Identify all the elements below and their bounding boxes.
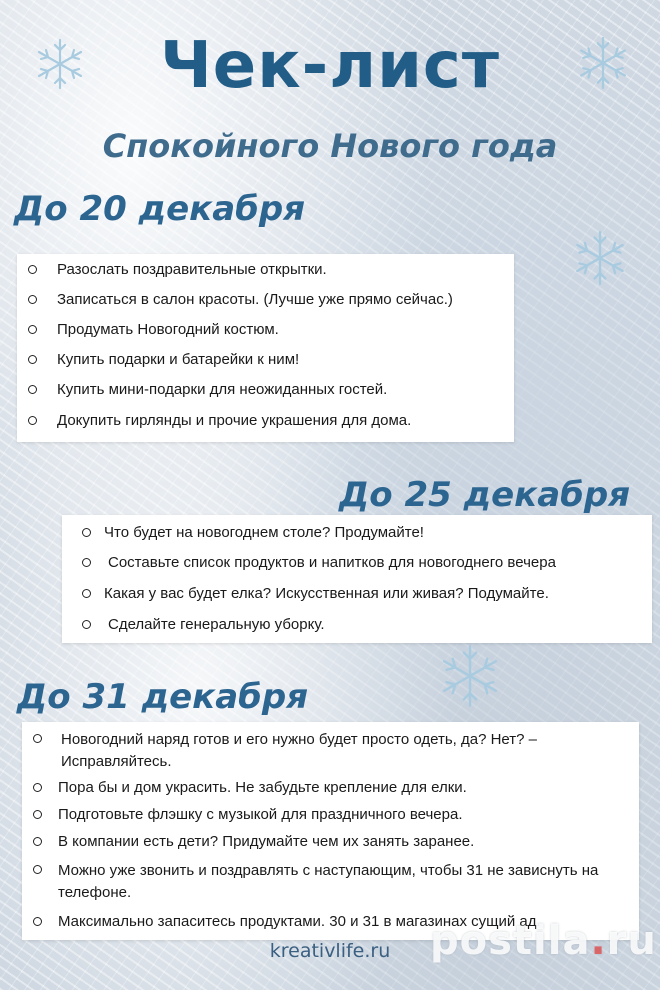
checklist-item-text: Разослать поздравительные открытки. [57, 261, 327, 278]
circle-bullet-icon[interactable] [28, 416, 37, 425]
checklist-item-text: Купить подарки и батарейки к ним! [57, 351, 300, 368]
checklist-box-dec31 [22, 722, 639, 940]
snowflake-icon [438, 644, 502, 708]
page-subtitle: Спокойного Нового года [102, 127, 558, 165]
checklist-item-text: Сделайте генеральную уборку. [108, 616, 325, 633]
circle-bullet-icon[interactable] [33, 837, 42, 846]
checklist-item-text: Докупить гирлянды и прочие украшения для дома. [57, 412, 412, 429]
section-heading-dec25: До 25 декабря [339, 475, 631, 515]
snowflake-icon [572, 230, 628, 286]
circle-bullet-icon[interactable] [28, 355, 37, 364]
circle-bullet-icon[interactable] [82, 589, 91, 598]
postila-watermark-logo [430, 918, 657, 964]
circle-bullet-icon[interactable] [33, 810, 42, 819]
checklist-item-text: Составьте список продуктов и напитков для новогоднего вечера [108, 554, 556, 571]
checklist-item-text: Продумать Новогодний костюм. [57, 321, 279, 338]
checklist-box-dec20 [17, 254, 514, 442]
watermark-tld: ru [606, 918, 657, 964]
footer-site[interactable]: kreativlife.ru [269, 940, 391, 962]
checklist-item-text: В компании есть дети? Придумайте чем их занять заранее. [58, 833, 475, 850]
checklist-item-text: Что будет на новогоднем столе? Продумайте! [104, 524, 424, 541]
section-heading-dec20: До 20 декабря [14, 189, 306, 229]
circle-bullet-icon[interactable] [28, 265, 37, 274]
circle-bullet-icon[interactable] [33, 865, 42, 874]
circle-bullet-icon[interactable] [33, 734, 42, 743]
section-heading-dec31: До 31 декабря [17, 677, 309, 717]
watermark-dot: . [590, 918, 607, 964]
checklist-item-text: Купить мини-подарки для неожиданных гостей. [57, 381, 388, 398]
checklist-item-text: Записаться в салон красоты. (Лучше уже прямо сейчас.) [57, 291, 453, 308]
checklist-box-dec25 [62, 515, 652, 643]
checklist-item-text: Подготовьте флэшку с музыкой для праздничного вечера. [58, 806, 463, 823]
checklist-item-text: Новогодний наряд готов и его нужно будет просто одеть, да? Нет? – Исправляйтесь. [61, 731, 537, 770]
checklist-item-text: Максимально запаситесь продуктами. 30 и 31 в магазинах сущий ад. [58, 913, 541, 930]
checklist-item-text: Можно уже звонить и поздравлять с наступающим, чтобы 31 не зависнуть на телефоне. [58, 862, 599, 901]
circle-bullet-icon[interactable] [82, 620, 91, 629]
page-title: Чек-лист [160, 29, 500, 103]
checklist-item-text: Какая у вас будет елка? Искусственная или живая? Подумайте. [104, 585, 549, 602]
checklist-item-text: Пора бы и дом украсить. Не забудьте крепление для елки. [58, 779, 467, 796]
circle-bullet-icon[interactable] [28, 385, 37, 394]
watermark-text: postila [430, 918, 591, 964]
circle-bullet-icon[interactable] [28, 325, 37, 334]
circle-bullet-icon[interactable] [33, 783, 42, 792]
circle-bullet-icon[interactable] [33, 917, 42, 926]
circle-bullet-icon[interactable] [28, 295, 37, 304]
circle-bullet-icon[interactable] [82, 528, 91, 537]
circle-bullet-icon[interactable] [82, 558, 91, 567]
